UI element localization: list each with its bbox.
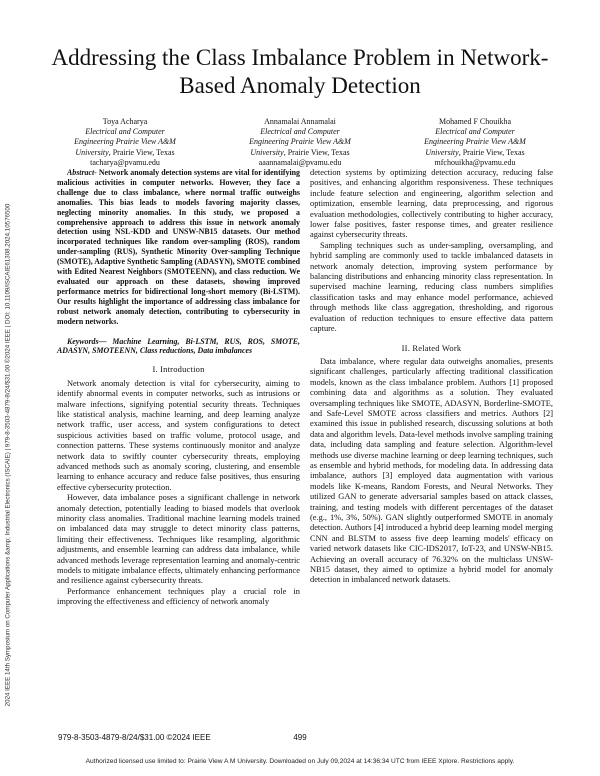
section-heading-related-work: II. Related Work [401, 342, 462, 353]
intro-paragraph-1: Network anomaly detection is vital for cybersecurity, aiming to identify abnormal events in computer networks, such as intrusions or malware infections, signifying potential security threats. Techniques like statistical analysis, machine learning, and deep learning analyze network traffic, user access, and system configurations to detect suspicious activities based on traffic volume, protocol usage, and connection patterns. These systems continuously monitor and analyze network data to swiftly counter cybersecurity threats, employing advanced methods such as anomaly scoring, clustering, and ensemble learning to enhance accuracy and reduce false positives, thus ensuring effective cybersecurity protection. [57, 378, 300, 492]
author-univ [215, 148, 385, 158]
citation-text: 2024 IEEE 14th Symposium on Computer Applications &amp; Industrial Electronics (ISCAIE) | 979-8-3503-4879-8/24/$31.00 ©2024 IEEE | DOI: 10.1109/ISCAIE61308.2024.10576500 [4, 203, 12, 707]
related-work-paragraph: Data imbalance, where regular data outweighs anomalies, presents significant challenges, particularly affecting traditional classification models, known as the class imbalance problem. Authors [1] proposed combining data and algorithms as a solution. They evaluated oversampling techniques like SMOTE, ADASYN, Borderline-SMOTE, and Safe-Level SMOTE across classifiers and metrics. Authors [2] examined this issue in published research, discussing solutions at both data and algorithm levels. Data-level methods involve sampling training data, including data sampling and feature selection. Algorithm-level methods use diverse machine learning or deep learning techniques, such as ensemble and hybrid methods, for modeling data. In addressing data imbalance, authors [3] employed data augmentation with various models like K-means, Random Forests, and Neural Networks. They utilized GAN to generate adversarial samples based on attack classes, training, and testing models with different percentages of the dataset (e.g., 1%, 3%, 50%). GAN slightly outperformed SMOTE in anomaly detection. Authors [4] introduced a hybrid deep learning model merging CNN and BLSTM to assess five deep learning models' efficacy on varied network datasets like CIC-IDS2017, IoT-23, and UNSW-NB15. Achieving an overall accuracy of 76.32% on the multiclass UNSW-NB15 dataset, they aimed to optimize a hybrid model for anomaly detection in imbalanced network datasets. [310, 356, 553, 585]
author-dept: Electrical and Computer [435, 127, 515, 137]
author-name: Annamalai Annamalai [264, 117, 336, 126]
author-univ-rest: , Prairie View, Texas [458, 147, 525, 157]
author-email[interactable]: tacharya@pvamu.edu [90, 157, 160, 167]
author-block-1 [40, 117, 210, 168]
author-dept: Electrical and Computer [85, 127, 165, 137]
author-inst: Engineering Prairie View A&M [249, 137, 351, 147]
author-dept: Electrical and Computer [260, 127, 340, 137]
abstract-label: Abstract- [67, 168, 97, 177]
intro-paragraph-3: Performance enhancement techniques play a crucial role in improving the effectiveness and efficiency of network anomaly [57, 586, 300, 607]
right-column [310, 168, 553, 586]
author-block-2 [215, 117, 385, 168]
author-univ [40, 148, 210, 158]
author-name: Mohamed F Chouikha [439, 117, 511, 126]
author-univ-lead: University [250, 147, 284, 157]
intro-paragraph-2: However, data imbalance poses a significant challenge in network anomaly detection, potentially leading to biased models that overlook minority class anomalies. Traditional machine learning models trained on imbalanced data may struggle to detect minority class patterns, limiting their effectiveness. Techniques like resampling, algorithmic adjustments, and ensemble learning can address data imbalance, while advanced methods leverage representation learning and anomaly-centric models to mitigate imbalance effects, ultimately enhancing performance and resilience against cybersecurity threats. [57, 493, 300, 586]
paper-title: Addressing the Class Imbalance Problem in Network-Based Anomaly Detection [51, 45, 549, 98]
author-inst: Engineering Prairie View A&M [74, 137, 176, 147]
footer-isbn: 979-8-3503-4879-8/24/$31.00 ©2024 IEEE [58, 733, 211, 742]
intro-continued-paragraph: detection systems by optimizing detection accuracy, reducing false positives, and enhancing algorithm responsiveness. These techniques include feature selection and engineering, algorithm selection and optimization, ensemble learning, data preprocessing, and rigorous evaluation methodologies, collectively contributing to higher accuracy, lower false positives, faster response times, and greater resilience against cybersecurity threats. [310, 168, 553, 240]
author-univ [390, 148, 560, 158]
page-number: 499 [293, 733, 307, 742]
license-notice: Authorized licensed use limited to: Prairie View A M University. Downloaded on July 09,2024 at 14:36:34 UTC from IEEE Xplore. Restrictions apply. [85, 758, 515, 765]
section-heading-introduction: I. Introduction [152, 364, 205, 375]
author-inst: Engineering Prairie View A&M [424, 137, 526, 147]
author-univ-rest: , Prairie View, Texas [283, 147, 350, 157]
author-univ-lead: University [425, 147, 459, 157]
left-column [57, 168, 300, 608]
abstract-text: Network anomaly detection systems are vital for identifying malicious activities in computer networks. However, they face a challenge due to class imbalance, where normal traffic outweighs anomalies. This bias leads to models favoring majority classes, neglecting minority anomalies. In this study, we proposed a comprehensive approach to address this issue in network anomaly detection using NSL-KDD and UNSW-NB15 datasets. Our method incorporated techniques like random over-sampling (ROS), random under-sampling (RUS), Synthetic Minority Over-sampling Technique (SMOTE), Adaptive Synthetic Sampling (ADASYN), SMOTE combined with Edited Nearest Neighbors (SMOTEENN), and class reduction. We evaluated our approach on these datasets, showing improved performance metrics for bidirectional long-short memory (Bi-LSTM). Our results highlight the importance of addressing class imbalance for robust network anomaly detection, contributing to cybersecurity in modern networks. [57, 168, 300, 326]
author-univ-lead: University [75, 147, 109, 157]
keywords: Keywords— Machine Learning, Bi-LSTM, RUS, ROS, SMOTE, ADASYN, SMOTEENN, Class reductions, Data imbalances [57, 336, 300, 356]
sampling-paragraph: Sampling techniques such as under-sampling, oversampling, and hybrid sampling are commonly used to tackle imbalanced datasets in network anomaly detection, improving system performance by balancing distributions and enhancing minority class representation. In supervised machine learning, reducing class numbers simplifies classification tasks and may enhance model performance, achieved through methods like class aggregation, thresholding, and rigorous evaluation of reduction techniques to ensure effective data pattern capture. [310, 240, 553, 334]
author-block-3 [390, 117, 560, 168]
author-name: Toya Acharya [102, 117, 148, 126]
abstract [57, 168, 300, 327]
author-email[interactable]: mfchouikha@pvamu.edu [434, 157, 516, 167]
side-margin-citation [0, 150, 16, 760]
author-univ-rest: , Prairie View, Texas [108, 147, 175, 157]
author-email[interactable]: aaannamalai@pvamu.edu [258, 157, 342, 167]
